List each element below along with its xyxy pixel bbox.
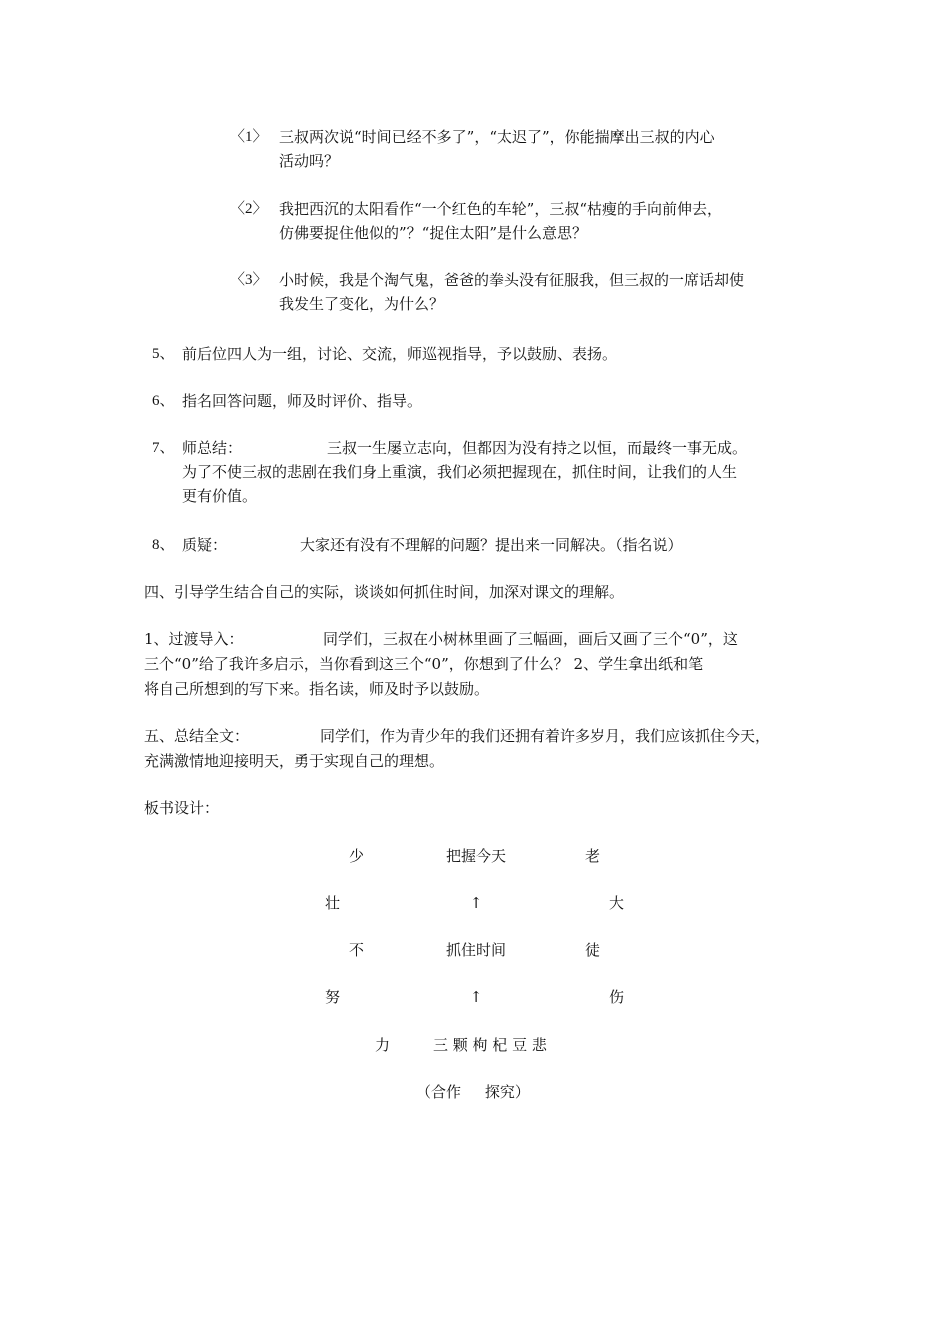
question-text-line: 仿佛要捉住他似的”？“捉住太阳”是什么意思？ xyxy=(279,224,588,242)
paragraph-line: 同学们，作为青少年的我们还拥有着许多岁月，我们应该抓住今天， xyxy=(320,727,771,745)
step-number: 7、 xyxy=(152,440,175,456)
board-left-char: 壮 xyxy=(325,894,341,912)
question-text-line: 小时候，我是个淘气鬼，爸爸的拳头没有征服我，但三叔的一席话却使 xyxy=(279,271,745,289)
board-left-char: 努 xyxy=(325,988,341,1006)
step-text: 三叔一生屡立志向，但都因为没有持之以恒，而最终一事无成。 xyxy=(327,439,748,457)
section-label: 1、过渡导入： xyxy=(144,630,244,648)
board-top-text: 把握今天 xyxy=(445,847,507,865)
board-right-char: 伤 xyxy=(609,988,625,1006)
question-number: 〈1〉 xyxy=(230,129,268,145)
step-text-line: 为了不使三叔的悲剧在我们身上重演，我们必须把握现在，抓住时间，让我们的人生 xyxy=(182,463,738,481)
board-footer: （合作 探究） xyxy=(416,1083,530,1101)
question-text-line: 活动吗？ xyxy=(279,152,340,170)
board-bottom-text: 三 颗 枸 杞 豆 悲 xyxy=(433,1036,547,1054)
step-text-line: 更有价值。 xyxy=(182,487,258,505)
paragraph-line: 充满激情地迎接明天，勇于实现自己的理想。 xyxy=(144,752,445,770)
section-label: 五、总结全文： xyxy=(144,727,250,745)
step-text: 前后位四人为一组，讨论、交流，师巡视指导，予以鼓励、表扬。 xyxy=(182,345,618,363)
step-text: 大家还有没有不理解的问题？提出来一同解决。（指名说） xyxy=(300,536,683,554)
step-number: 6、 xyxy=(152,393,175,409)
question-text-line: 三叔两次说“时间已经不多了”，“太迟了”，你能揣摩出三叔的内心 xyxy=(279,128,715,146)
step-number: 8、 xyxy=(152,537,175,553)
question-number: 〈2〉 xyxy=(230,201,268,217)
step-text: 指名回答问题，师及时评价、指导。 xyxy=(182,392,423,410)
board-title: 板书设计： xyxy=(144,799,220,817)
board-left-char: 力 xyxy=(375,1036,391,1054)
paragraph-line: 将自己所想到的写下来。指名读，师及时予以鼓励。 xyxy=(144,680,490,698)
paragraph-line: 三个“0”给了我许多启示，当你看到这三个“0”，你想到了什么？ 2、学生拿出纸和笔 xyxy=(144,655,704,673)
step-label: 师总结： xyxy=(182,439,243,457)
question-number: 〈3〉 xyxy=(230,272,268,288)
arrow-up-icon: ↑ xyxy=(469,894,483,912)
paragraph-line: 同学们，三叔在小树林里画了三幅画，画后又画了三个“0”，这 xyxy=(323,630,738,648)
section-heading: 四、引导学生结合自己的实际，谈谈如何抓住时间，加深对课文的理解。 xyxy=(144,583,625,601)
question-text-line: 我发生了变化，为什么？ xyxy=(279,295,445,313)
board-right-char: 徒 xyxy=(585,941,601,959)
question-text-line: 我把西沉的太阳看作“一个红色的车轮”，三叔“枯瘦的手向前伸去， xyxy=(279,200,723,218)
board-left-char: 少 xyxy=(349,847,365,865)
step-label: 质疑： xyxy=(182,536,228,554)
step-number: 5、 xyxy=(152,346,175,362)
board-left-char: 不 xyxy=(349,941,365,959)
board-right-char: 大 xyxy=(609,894,625,912)
board-right-char: 老 xyxy=(585,847,601,865)
board-middle-text: 抓住时间 xyxy=(445,941,507,959)
arrow-up-icon: ↑ xyxy=(469,988,483,1006)
